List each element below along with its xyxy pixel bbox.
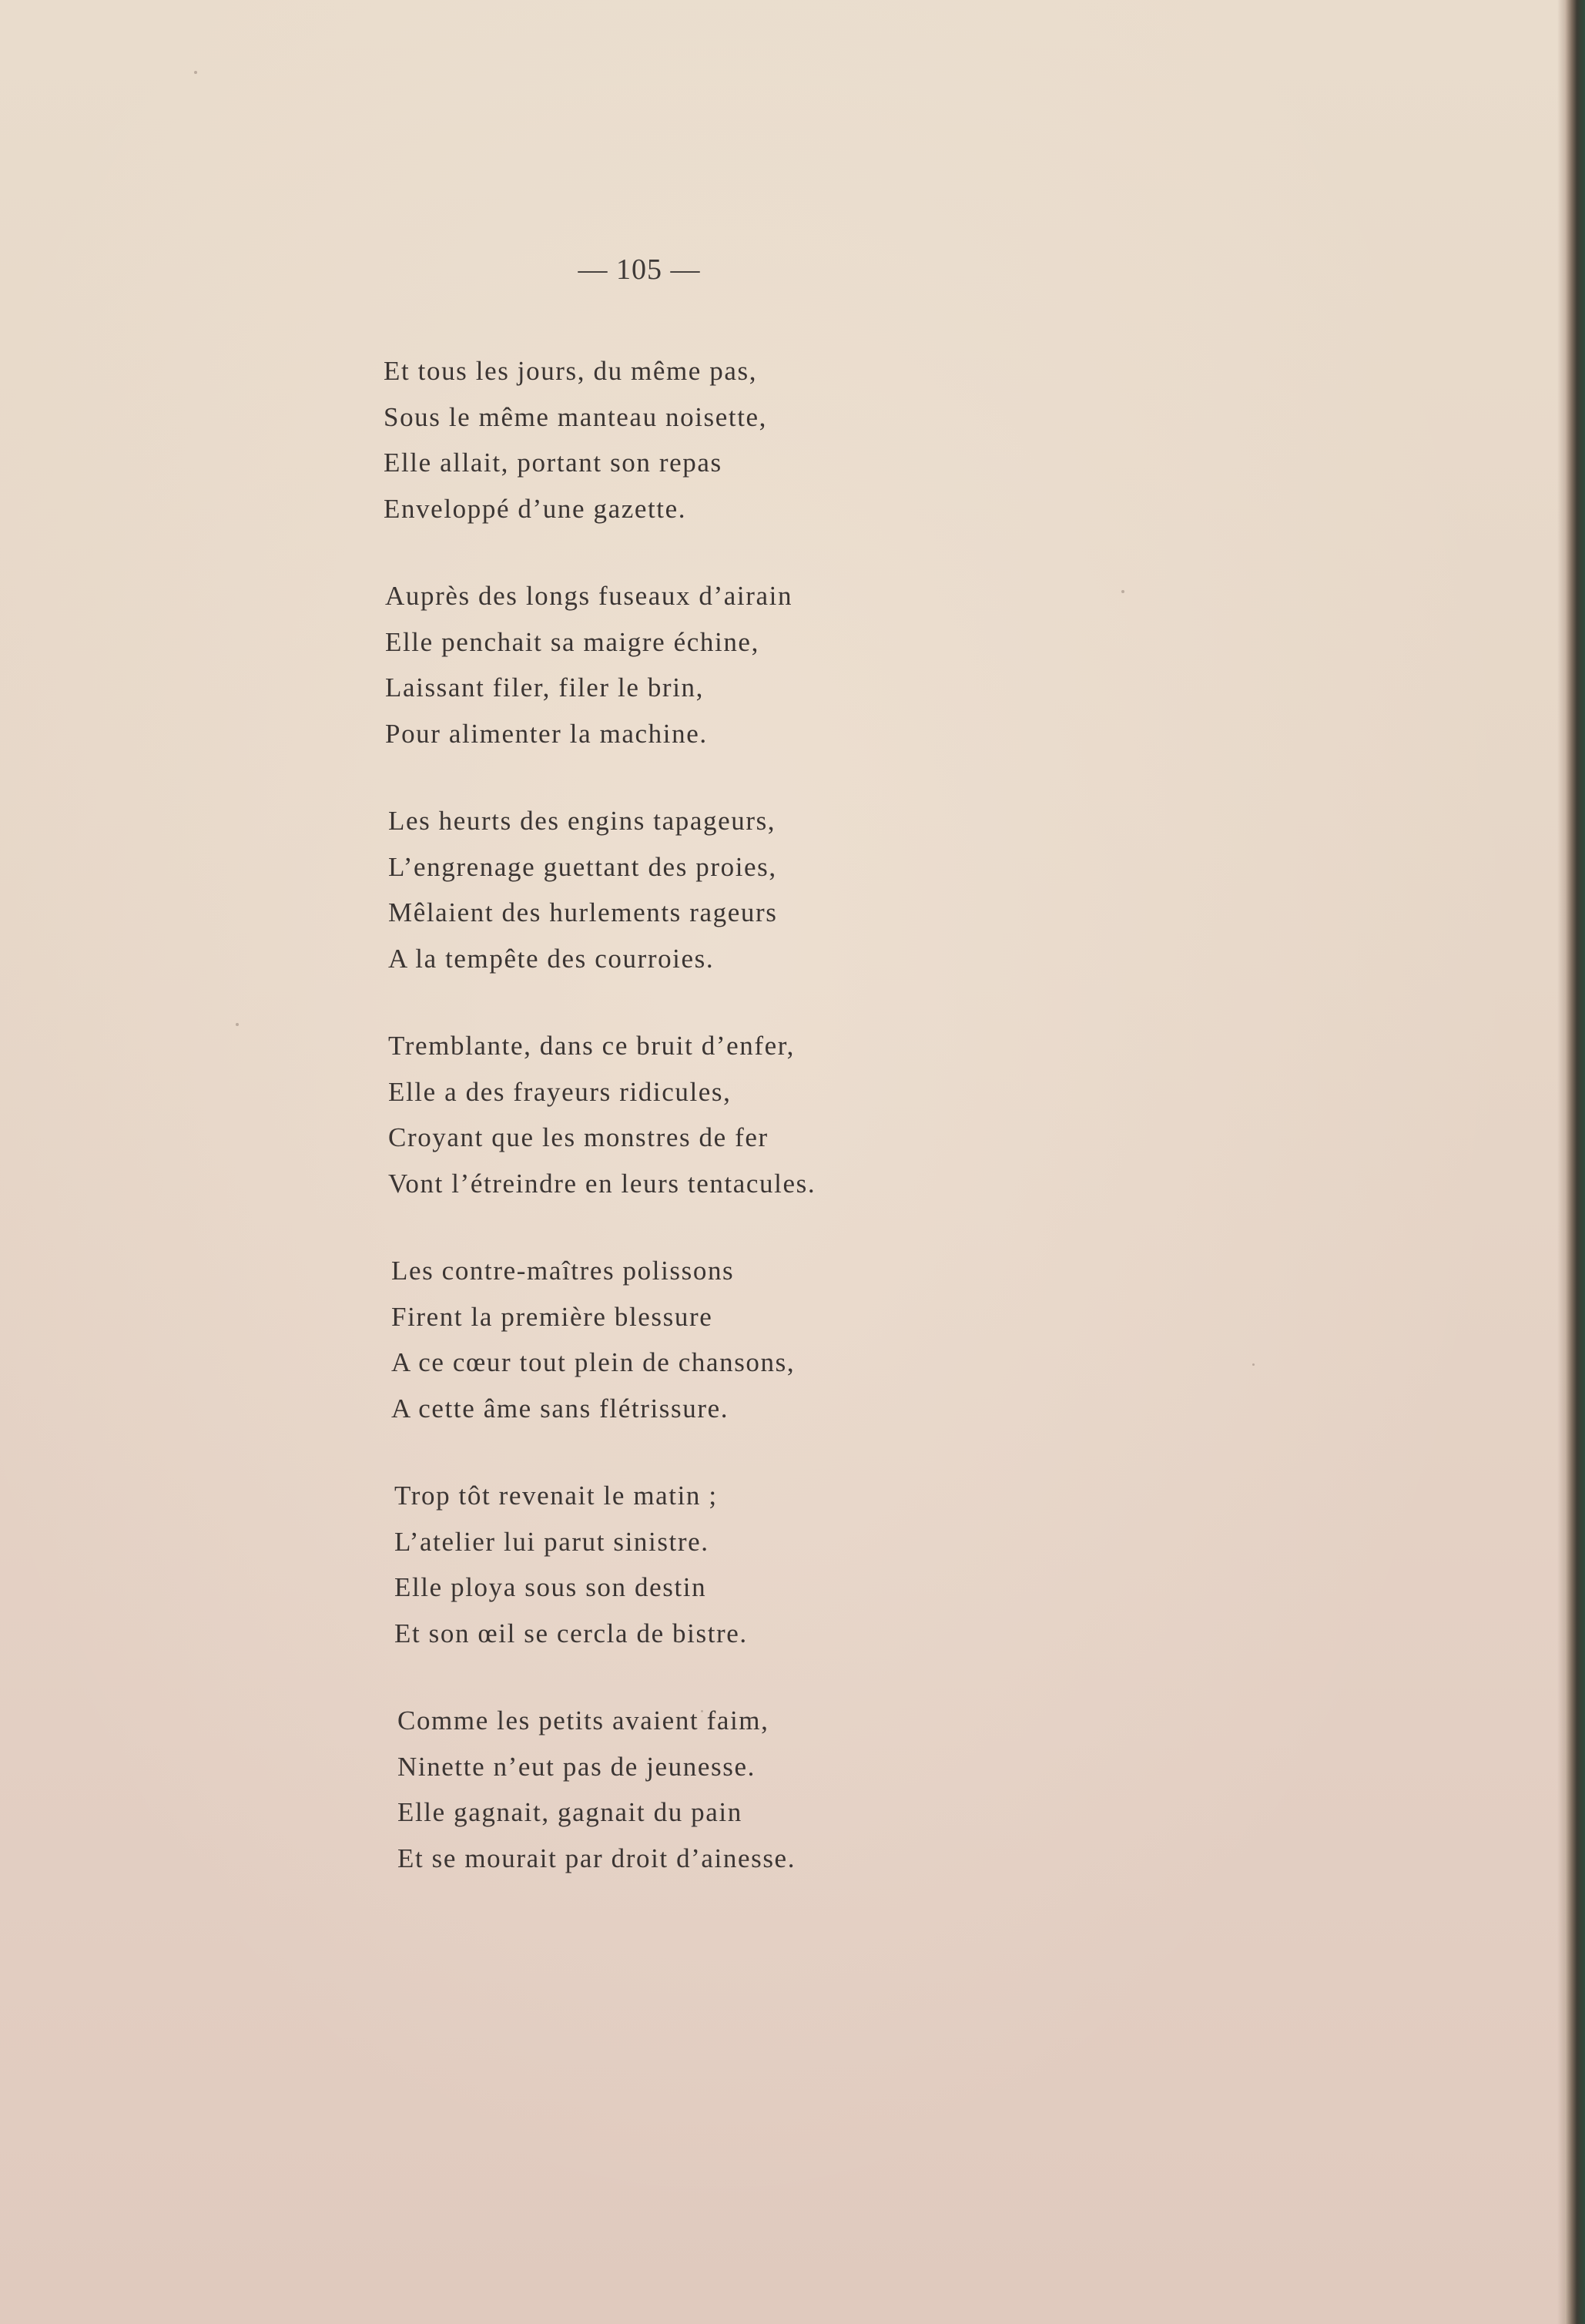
verse-line: Croyant que les monstres de fer (388, 1122, 769, 1152)
verse-line: Enveloppé d’une gazette. (384, 493, 687, 524)
verse-line: Et tous les jours, du même pas, (384, 356, 758, 386)
stanza (384, 1473, 1262, 1656)
stanza (384, 1248, 1262, 1431)
stanza (384, 798, 1262, 981)
verse-line: Et son œil se cercla de bistre. (394, 1618, 748, 1648)
verse-line: A la tempête des courroies. (388, 943, 715, 974)
verse-line: Elle allait, portant son repas (384, 448, 722, 478)
paper-speck (194, 71, 197, 74)
stanza (384, 1023, 1262, 1206)
poem-text (384, 348, 1262, 1923)
binding-edge (1565, 0, 1585, 2324)
verse-line: Sous le même manteau noisette, (384, 401, 768, 432)
verse-line: Firent la première blessure (391, 1301, 713, 1332)
verse-line: Les heurts des engins tapageurs, (388, 806, 776, 836)
verse-line: Laissant filer, filer le brin, (385, 672, 704, 703)
verse-line: Pour alimenter la machine. (385, 718, 708, 749)
verse-line: L’engrenage guettant des proies, (388, 851, 777, 882)
verse-line: Elle ploya sous son destin (394, 1572, 707, 1602)
verse-line: A ce cœur tout plein de chansons, (391, 1347, 796, 1377)
verse-line: Comme les petits avaient faim, (397, 1705, 769, 1735)
stanza (384, 348, 1262, 532)
stanza (384, 573, 1262, 756)
stanza (384, 1698, 1262, 1881)
paper-speck (236, 1023, 239, 1026)
verse-line: Et se mourait par droit d’ainesse. (397, 1843, 796, 1873)
page-number: — 105 — (578, 253, 701, 286)
page-edge-shadow (1557, 0, 1565, 2324)
verse-line: Auprès des longs fuseaux d’airain (385, 581, 793, 611)
verse-line: Mêlaient des hurlements rageurs (388, 897, 778, 927)
verse-line: Tremblante, dans ce bruit d’enfer, (388, 1031, 795, 1061)
verse-line: L’atelier lui parut sinistre. (394, 1526, 709, 1557)
verse-line: Elle gagnait, gagnait du pain (397, 1797, 742, 1827)
verse-line: Vont l’étreindre en leurs tentacules. (388, 1168, 816, 1199)
verse-line: Ninette n’eut pas de jeunesse. (397, 1751, 756, 1782)
verse-line: A cette âme sans flétrissure. (391, 1393, 729, 1424)
verse-line: Elle penchait sa maigre échine, (385, 626, 759, 657)
verse-line: Elle a des frayeurs ridicules, (388, 1076, 732, 1107)
verse-line: Trop tôt revenait le matin ; (394, 1481, 718, 1511)
verse-line: Les contre-maîtres polissons (391, 1256, 735, 1286)
